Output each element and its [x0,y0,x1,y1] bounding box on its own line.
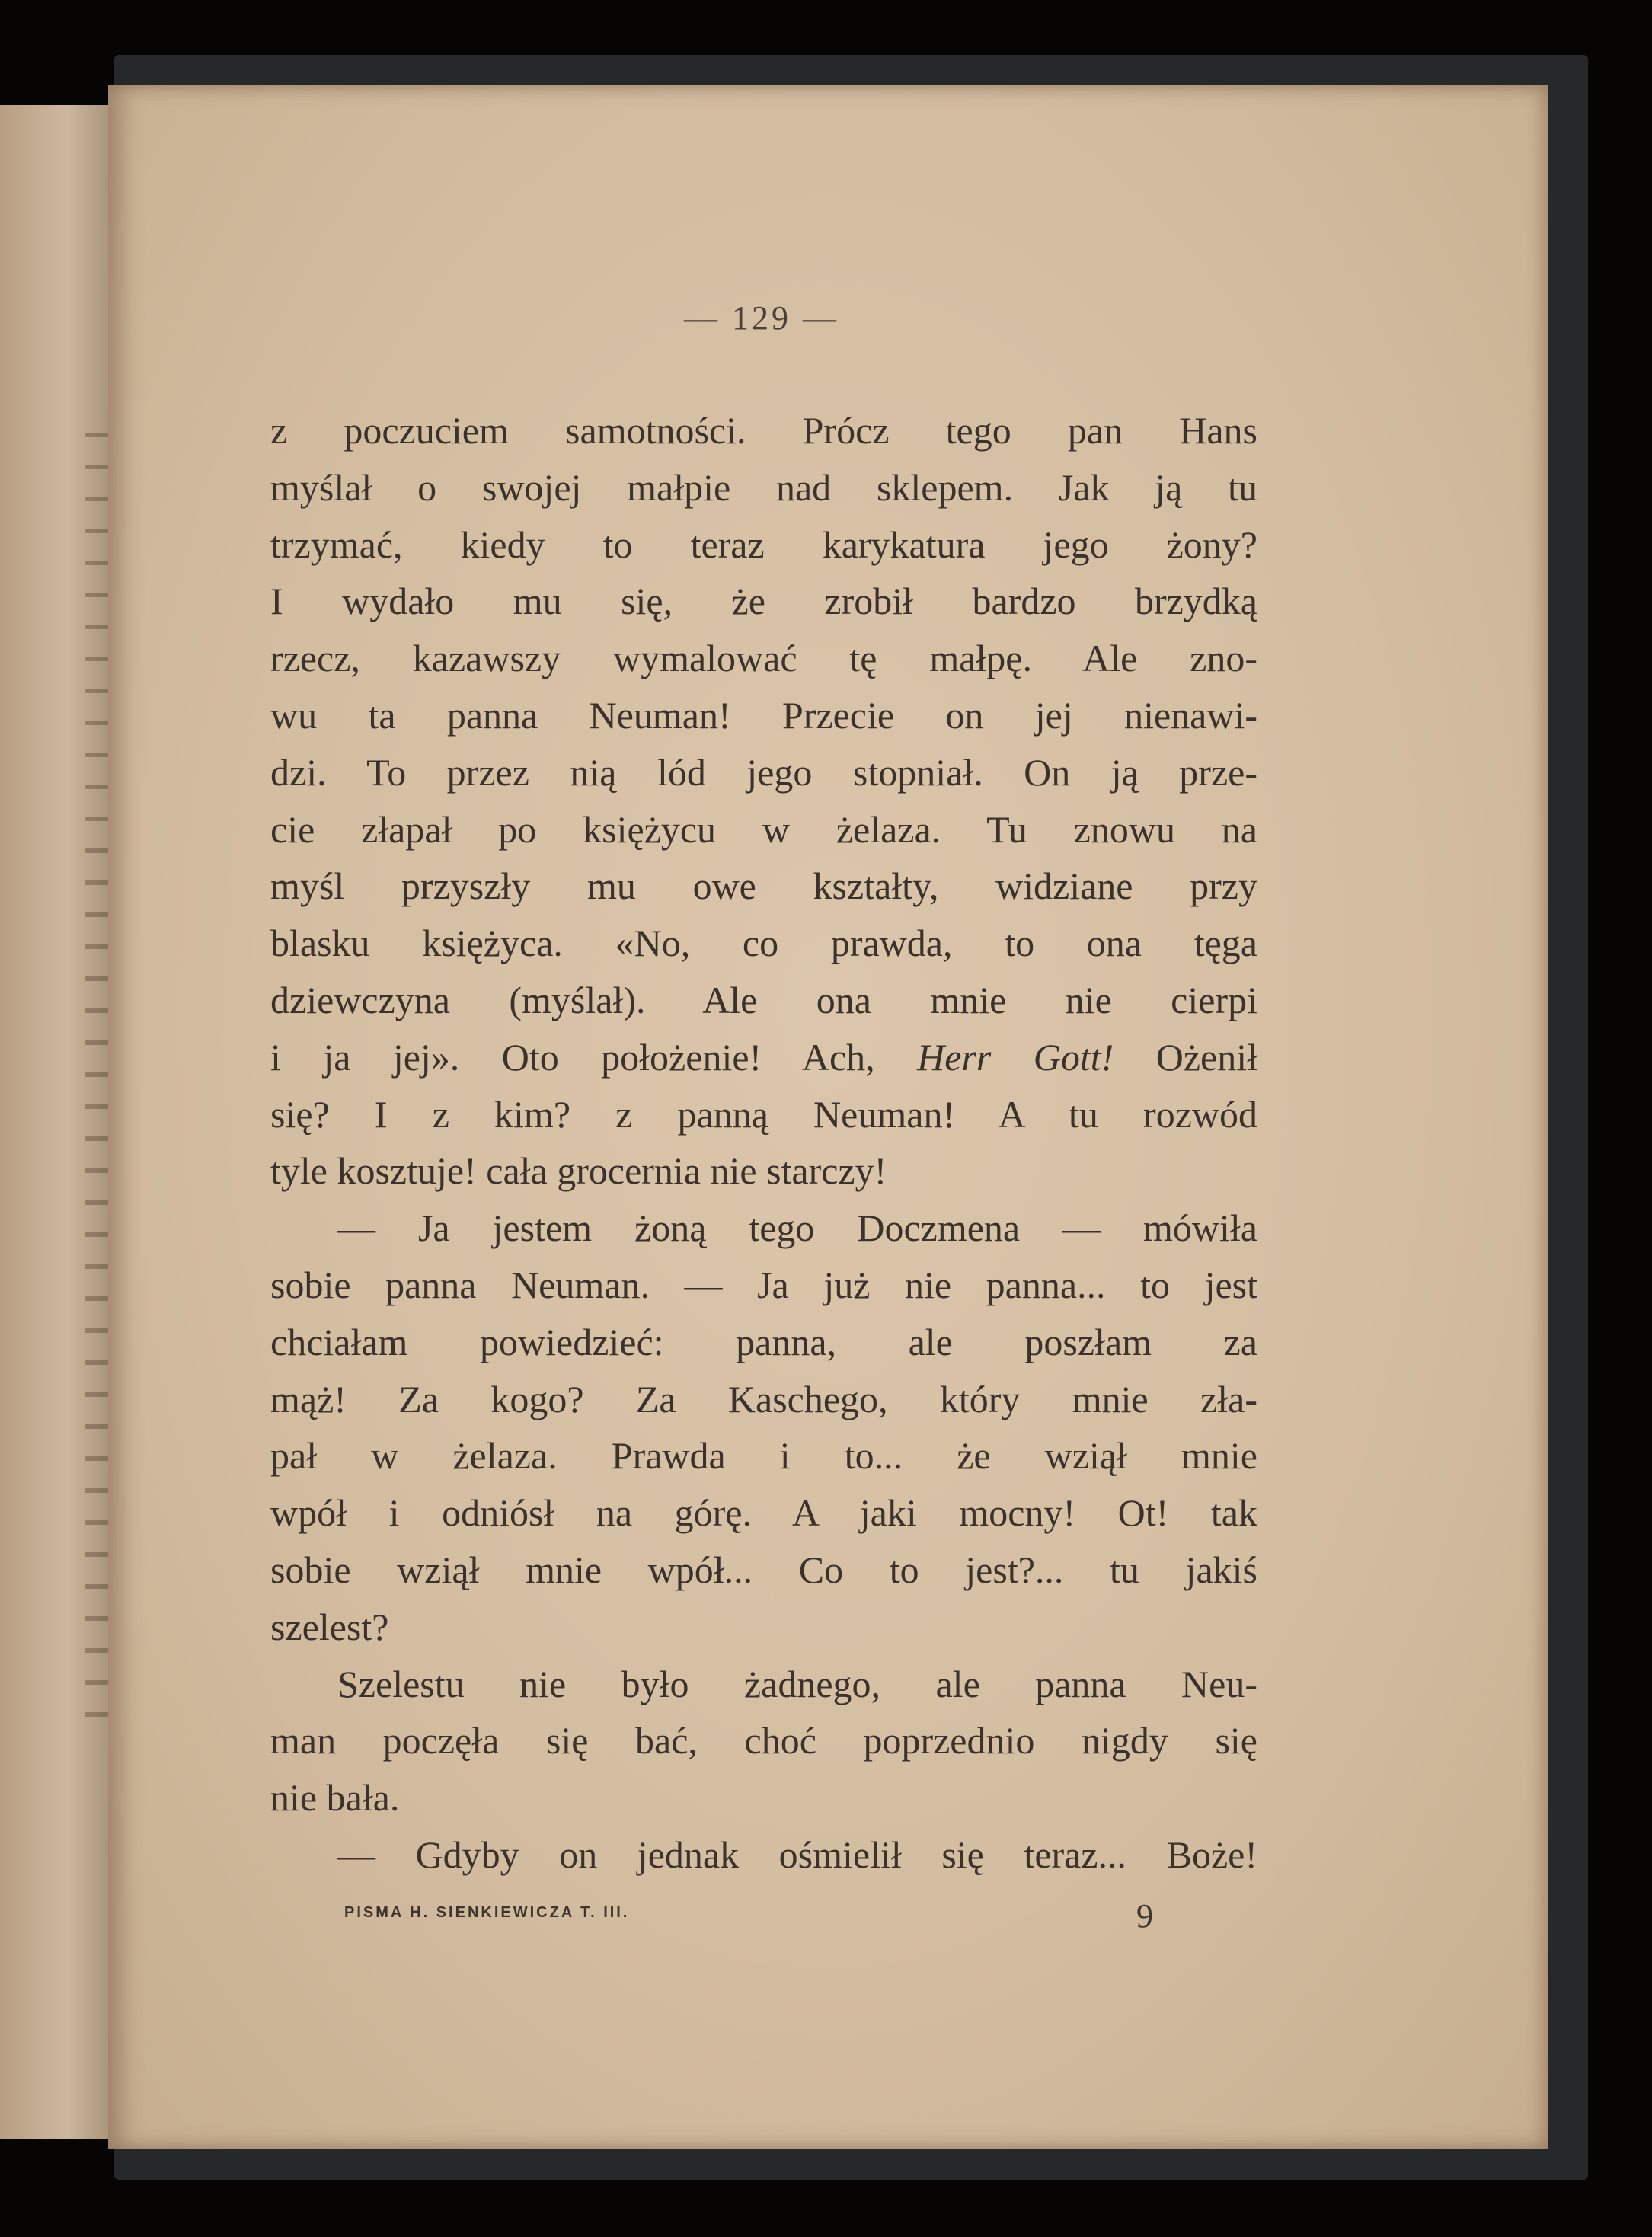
text-line: man poczęła się bać, choć poprzednio nigdy się [270,1719,1257,1762]
text-line: wpół i odniósł na górę. A jaki mocny! Ot! tak [270,1491,1257,1535]
text-line: tyle kosztuje! cała grocernia nie starczy! [270,1149,887,1193]
text-line: dziewczyna (myślał). Ale ona mnie nie cierpi [270,978,1257,1021]
text-line: chciałam powiedzieć: panna, ale poszłam za [270,1320,1257,1363]
text-line [270,1029,1257,1086]
text-line: dzi. To przez nią lód jego stopniał. On ją prze- [270,750,1257,794]
text-line: Szelestu nie było żadnego, ale panna Neu- [337,1662,1257,1705]
text-segment: i ja jej». Oto położenie! Ach, [270,1035,875,1079]
text-line: szelest? [270,1605,389,1648]
text-line: z poczuciem samotności. Prócz tego pan Hans [270,409,1257,452]
text-line: rzecz, kazawszy wymalować tę małpę. Ale zno- [270,637,1257,680]
text-line: nie bała. [270,1776,400,1820]
sheet-number: 9 [1136,1897,1153,1935]
text-segment: Ożenił [1155,1035,1257,1079]
text-line: I wydało mu się, że zrobił bardzo brzydką [270,580,1257,623]
text-line: pał w żelaza. Prawda i to... że wziął mnie [270,1434,1257,1478]
page-number-header: — 129 — [684,299,839,337]
text-line: — Ja jestem żoną tego Doczmena — mówiła [337,1206,1257,1250]
italic-phrase: Herr Gott! [917,1035,1114,1079]
text-line: blasku księżyca. «No, co prawda, to ona tęga [270,922,1257,965]
printer-signature-mark: PISMA H. SIENKIEWICZA T. III. [344,1904,630,1921]
text-line: — Gdyby on jednak ośmielił się teraz... Boże! [337,1833,1257,1876]
text-line: wu ta panna Neuman! Przecie on jej nienawi- [270,693,1257,737]
text-line: myślał o swojej małpie nad sklepem. Jak ją tu [270,465,1257,509]
text-line: sobie wziął mnie wpół... Co to jest?... tu jakiś [270,1548,1257,1591]
text-line: się? I z kim? z panną Neuman! A tu rozwód [270,1092,1257,1136]
text-line: sobie panna Neuman. — Ja już nie panna... to jest [270,1263,1257,1306]
text-line: mąż! Za kogo? Za Kaschego, który mnie zła- [270,1377,1257,1420]
text-line: trzymać, kiedy to teraz karykatura jego żony? [270,522,1257,566]
text-line: myśl przyszły mu owe kształty, widziane przy [270,864,1257,908]
text-line: cie złapał po księżycu w żelaza. Tu znowu na [270,807,1257,851]
body-text [270,402,1257,1884]
